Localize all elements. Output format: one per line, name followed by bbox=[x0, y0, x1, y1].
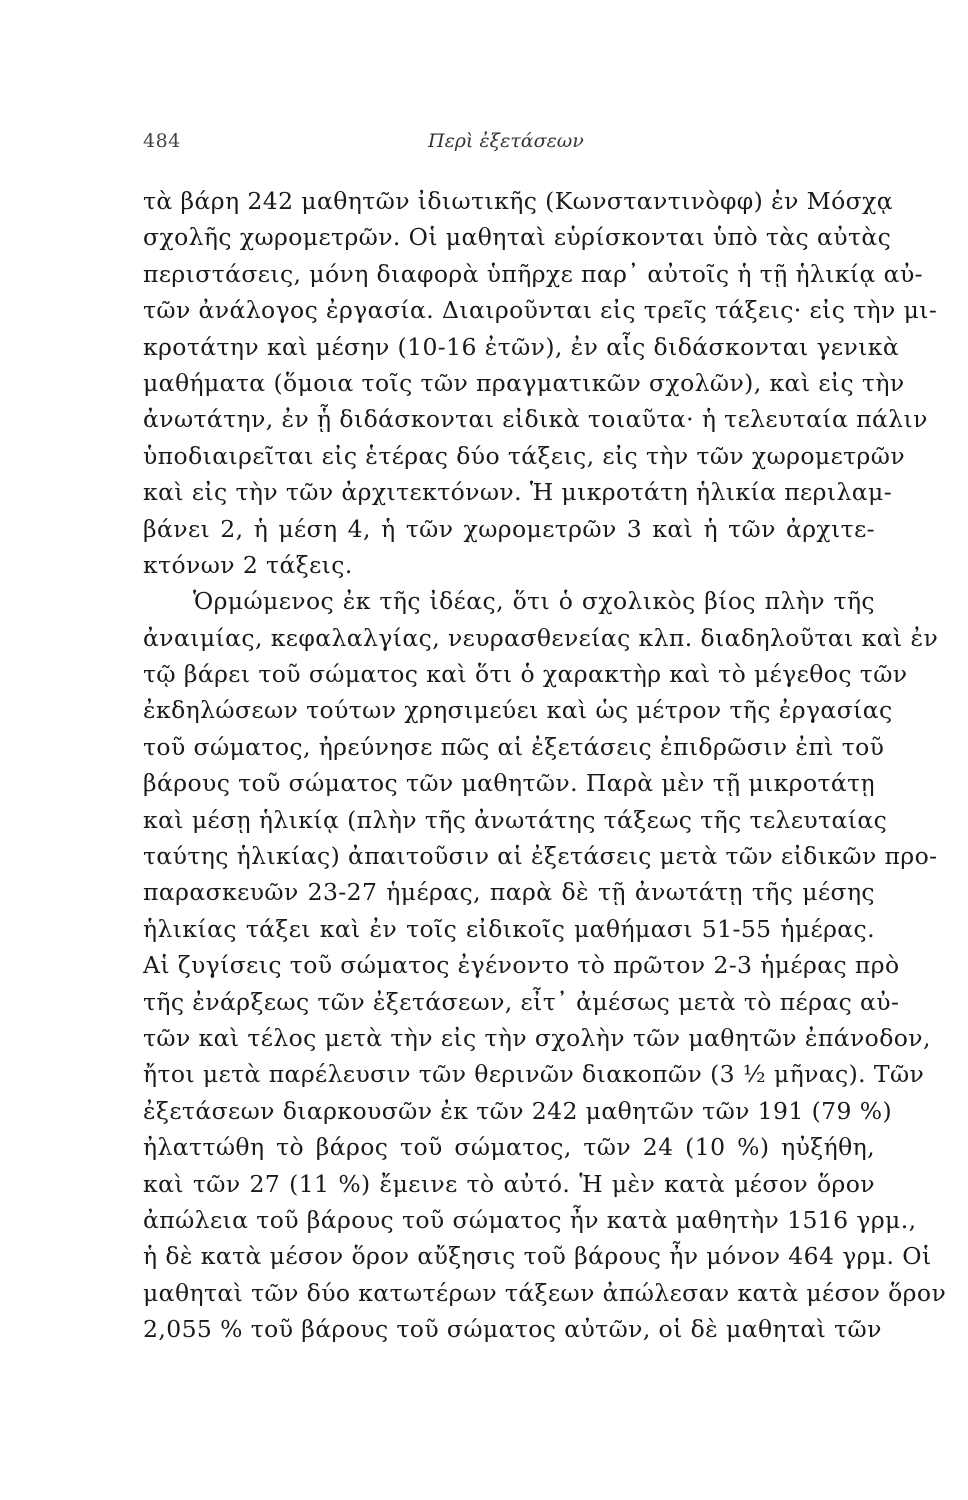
page-number: 484 bbox=[143, 130, 181, 152]
text-line: μαθήματα (ὅμοια τοῖς τῶν πραγματικῶν σχολῶν), καὶ εἰς τὴν bbox=[143, 368, 905, 397]
text-line: τῷ βάρει τοῦ σώματος καὶ ὅτι ὁ χαρακτὴρ καὶ τὸ μέγεθος τῶν bbox=[143, 660, 908, 689]
text-line: ἐκδηλώσεων τούτων χρησιμεύει καὶ ὡς μέτρον τῆς ἐργασίας bbox=[143, 696, 893, 725]
text-line: περιστάσεις, μόνη διαφορὰ ὑπῆρχε παρ᾽ αὐτοῖς ἡ τῇ ἡλικίᾳ αὐ- bbox=[143, 259, 923, 288]
page-header bbox=[143, 130, 873, 156]
text-line: ἀνωτάτην, ἐν ᾗ διδάσκονται εἰδικὰ τοιαῦτα· ἡ τελευταία πάλιν bbox=[143, 405, 928, 434]
text-line: κροτάτην καὶ μέσην (10-16 ἐτῶν), ἐν αἷς διδάσκονται γενικὰ bbox=[143, 332, 900, 361]
text-line: τὰ βάρη 242 μαθητῶν ἰδιωτικῆς (Κωνσταντινὸφφ) ἐν Μόσχᾳ bbox=[143, 187, 894, 215]
text-line: ἠλαττώθη τὸ βάρος τοῦ σώματος, τῶν 24 (10 %) ηὐξήθη, bbox=[143, 1133, 875, 1162]
text-line: βάνει 2, ἡ μέση 4, ἡ τῶν χωρομετρῶν 3 καὶ ἡ τῶν ἀρχιτε- bbox=[143, 514, 875, 543]
text-line: Αἱ ζυγίσεις τοῦ σώματος ἐγένοντο τὸ πρῶτον 2-3 ἡμέρας πρὸ bbox=[143, 951, 900, 980]
text-line: τοῦ σώματος, ἠρεύνησε πῶς αἱ ἐξετάσεις ἐπιδρῶσιν ἐπὶ τοῦ bbox=[143, 732, 885, 761]
text-line: ἀπώλεια τοῦ βάρους τοῦ σώματος ἦν κατὰ μαθητὴν 1516 γρμ., bbox=[143, 1205, 917, 1234]
text-line: μαθηταὶ τῶν δύο κατωτέρων τάξεων ἀπώλεσαν κατὰ μέσον ὅρον bbox=[143, 1278, 947, 1307]
text-line: κτόνων 2 τάξεις. bbox=[143, 550, 353, 579]
text-line: καὶ εἰς τὴν τῶν ἀρχιτεκτόνων. Ἡ μικροτάτη ἡλικία περιλαμ- bbox=[143, 478, 893, 507]
body-text bbox=[143, 183, 947, 1348]
text-line: ἀναιμίας, κεφαλαλγίας, νευρασθενείας κλπ. διαδηλοῦται καὶ ἐν bbox=[143, 623, 939, 652]
text-line: τῶν ἀνάλογος ἐργασία. Διαιροῦνται εἰς τρεῖς τάξεις· εἰς τὴν μι- bbox=[143, 296, 938, 325]
text-line: ταύτης ἡλικίας) ἀπαιτοῦσιν αἱ ἐξετάσεις μετὰ τῶν εἰδικῶν προ- bbox=[143, 842, 938, 871]
text-line: βάρους τοῦ σώματος τῶν μαθητῶν. Παρὰ μὲν τῇ μικροτάτῃ bbox=[143, 769, 876, 798]
text-line: ἡ δὲ κατὰ μέσον ὅρον αὔξησις τοῦ βάρους ἦν μόνον 464 γρμ. Οἱ bbox=[143, 1242, 932, 1271]
text-line: καὶ μέσῃ ἡλικίᾳ (πλὴν τῆς ἀνωτάτης τάξεως τῆς τελευταίας bbox=[143, 805, 888, 834]
text-line: ἐξετάσεων διαρκουσῶν ἐκ τῶν 242 μαθητῶν τῶν 191 (79 %) bbox=[143, 1096, 893, 1125]
text-line: παρασκευῶν 23-27 ἡμέρας, παρὰ δὲ τῇ ἀνωτάτῃ τῆς μέσης bbox=[143, 878, 875, 907]
running-title: Περὶ ἐξετάσεων bbox=[428, 130, 584, 152]
text-line: 2,055 % τοῦ βάρους τοῦ σώματος αὐτῶν, οἱ δὲ μαθηταὶ τῶν bbox=[143, 1315, 882, 1344]
text-line: τῶν καὶ τέλος μετὰ τὴν εἰς τὴν σχολὴν τῶν μαθητῶν ἐπάνοδον, bbox=[143, 1023, 931, 1052]
text-line: ἡλικίας τάξει καὶ ἐν τοῖς εἰδικοῖς μαθήμασι 51-55 ἡμέρας. bbox=[143, 914, 875, 943]
text-line: σχολῆς χωρομετρῶν. Οἱ μαθηταὶ εὑρίσκονται ὑπὸ τὰς αὐτὰς bbox=[143, 223, 892, 252]
text-line: ἤτοι μετὰ παρέλευσιν τῶν θερινῶν διακοπῶν (3 ½ μῆνας). Τῶν bbox=[143, 1060, 925, 1089]
text-line: ὑποδιαιρεῖται εἰς ἑτέρας δύο τάξεις, εἰς τὴν τῶν χωρομετρῶν bbox=[143, 441, 906, 470]
text-line: τῆς ἐνάρξεως τῶν ἐξετάσεων, εἶτ᾽ ἀμέσως μετὰ τὸ πέρας αὐ- bbox=[143, 987, 900, 1016]
text-line: Ὁρμώμενος ἐκ τῆς ἰδέας, ὅτι ὁ σχολικὸς βίος πλὴν τῆς bbox=[193, 587, 875, 616]
text-line: καὶ τῶν 27 (11 %) ἔμεινε τὸ αὐτό. Ἡ μὲν κατὰ μέσον ὅρον bbox=[143, 1169, 875, 1198]
